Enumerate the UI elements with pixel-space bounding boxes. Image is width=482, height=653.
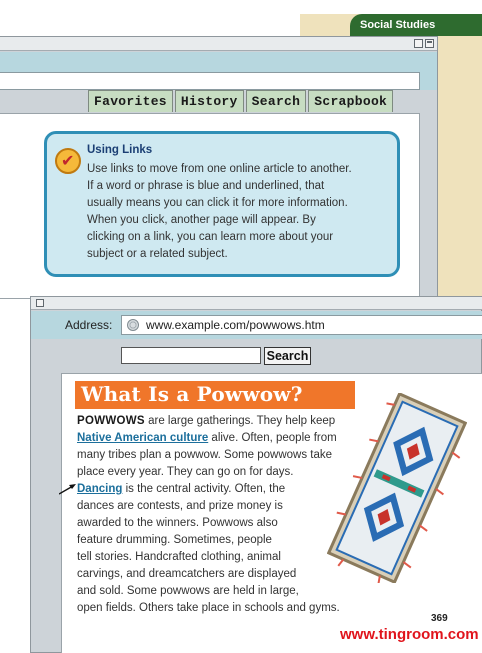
article-body [77, 413, 367, 617]
text-line: open fields. Others take place in schools and gyms. [77, 602, 340, 614]
watermark: www.tingroom.com [340, 626, 479, 643]
window-titlebar [31, 297, 482, 310]
search-input[interactable] [121, 347, 261, 364]
window-titlebar [0, 37, 437, 51]
text-line: and sold. Some powwows are held in large, [77, 585, 299, 597]
text-line [77, 430, 367, 447]
search-button[interactable]: Search [264, 347, 311, 365]
using-links-box [44, 131, 400, 277]
tab-history[interactable]: History [175, 90, 244, 112]
window-control-icon[interactable] [36, 299, 44, 307]
link-dancing[interactable]: Dancing [77, 483, 123, 495]
using-links-text [87, 161, 393, 263]
text-line: awarded to the winners. Powwows also [77, 517, 278, 529]
text-line: feature drumming. Sometimes, people [77, 534, 272, 546]
text-line [77, 481, 367, 498]
section-tab: Social Studies [350, 14, 482, 36]
tab-favorites[interactable]: Favorites [88, 90, 173, 112]
text-line [77, 413, 367, 430]
text-line: carvings, and dreamcatchers are displayed [77, 568, 297, 580]
address-bar [0, 52, 437, 90]
browser-tabs [88, 90, 393, 112]
browser-window-bottom [30, 296, 482, 653]
address-bar [31, 311, 482, 339]
link-native-american-culture[interactable]: Native American culture [77, 432, 209, 444]
article-title: What Is a Powwow? [81, 382, 303, 406]
text-line: tell stories. Handcrafted clothing, animal [77, 551, 281, 563]
lead-word: POWWOWS [77, 415, 145, 427]
address-label: Address: [65, 318, 113, 332]
minimize-icon[interactable] [414, 39, 423, 48]
using-links-title: Using Links [87, 144, 153, 156]
address-field[interactable] [121, 315, 482, 335]
address-field[interactable] [0, 72, 420, 90]
text-line: Use links to move from one online article to another. [87, 163, 352, 175]
arrow-pointer-icon [59, 483, 77, 495]
tab-search[interactable]: Search [246, 90, 307, 112]
text-fragment: alive. Often, people from [208, 432, 337, 444]
maximize-icon[interactable] [425, 39, 434, 48]
text-line: subject or a related subject. [87, 248, 228, 260]
text-line: clicking on a link, you can learn more about your [87, 231, 334, 243]
article-header [75, 381, 355, 409]
checkmark-badge-icon: ✔ [55, 148, 81, 174]
address-value: www.example.com/powwows.htm [146, 318, 325, 332]
beaded-rug-image [327, 393, 467, 583]
text-line: dances are contests, and prize money is [77, 500, 283, 512]
page-number: 369 [431, 613, 448, 624]
text-line: place every year. They can go on for days. [77, 466, 294, 478]
text-line: When you click, another page will appear. By [87, 214, 316, 226]
tab-scrapbook[interactable]: Scrapbook [308, 90, 393, 112]
text-fragment: are large gatherings. They help keep [144, 415, 336, 427]
text-line: If a word or phrase is blue and underlined, that [87, 180, 325, 192]
globe-icon [127, 319, 139, 331]
text-line: usually means you can click it for more information. [87, 197, 348, 209]
text-line: many tribes plan a powwow. Some powwows take [77, 449, 333, 461]
text-fragment: is the central activity. Often, the [122, 483, 286, 495]
